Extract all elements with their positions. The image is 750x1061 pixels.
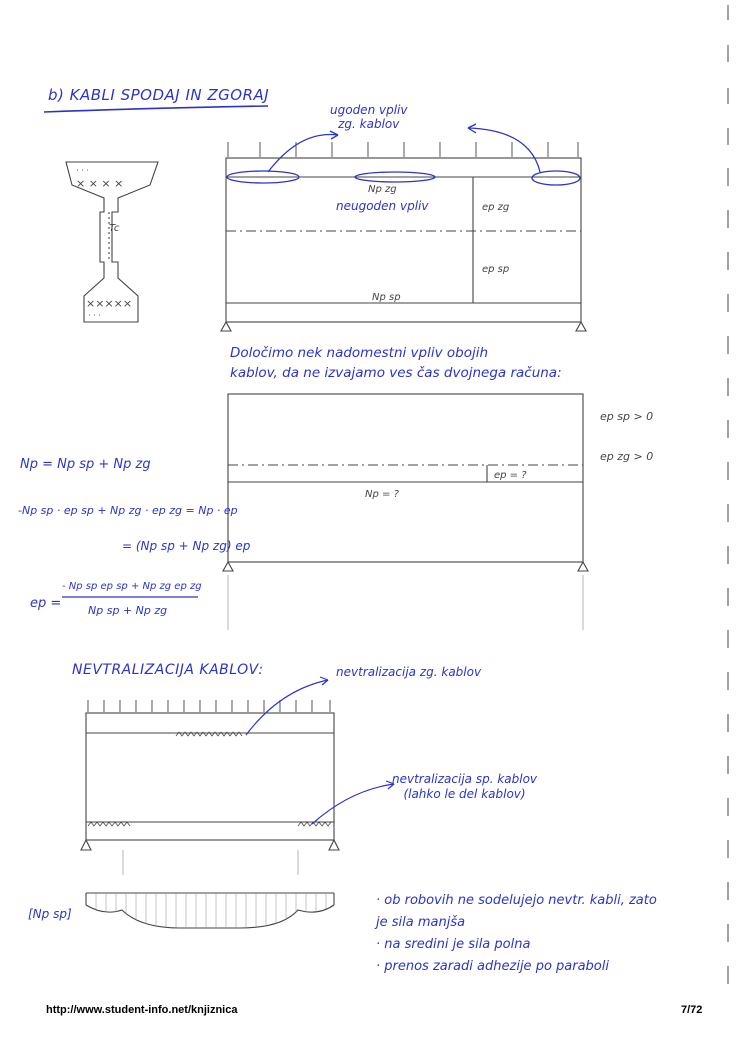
equation-3: = (Np sp + Np zg) ep bbox=[122, 539, 251, 553]
equation-4-numerator: - Np sp ep sp + Np zg ep zg bbox=[62, 581, 202, 592]
note-item: · ob robovih ne sodelujejo nevtr. kabli, zato bbox=[376, 893, 657, 908]
neutralization-beam bbox=[81, 700, 339, 875]
top-beam bbox=[221, 142, 586, 331]
statement-line-2: kablov, da ne izvajamo ves čas dvojnega računa: bbox=[230, 365, 562, 381]
favorable-effect-note bbox=[330, 103, 407, 131]
diagram-label: [Np sp] bbox=[28, 907, 72, 921]
force-zg-label: Np zg bbox=[368, 184, 397, 195]
svg-text:· · ·: · · · bbox=[76, 166, 89, 175]
svg-text:×××××: ××××× bbox=[86, 297, 133, 310]
neutralization-sp-line-1: nevtralizacija sp. kablov bbox=[392, 772, 538, 786]
svg-text:× × × ×: × × × × bbox=[76, 177, 124, 190]
favorable-line-1: ugoden vpliv bbox=[330, 103, 408, 117]
np-sp-diagram bbox=[86, 893, 334, 928]
middle-force-label: Np = ? bbox=[365, 489, 399, 500]
title-underline bbox=[44, 106, 268, 112]
equation-4-denominator: Np sp + Np zg bbox=[88, 604, 168, 617]
i-section-drawing bbox=[66, 162, 158, 322]
force-sp-label: Np sp bbox=[372, 292, 401, 303]
neutralization-arrows bbox=[246, 677, 394, 824]
footer-url-link[interactable]: http://www.student-info.net/knjiznica bbox=[46, 1004, 238, 1016]
note-item: · prenos zaradi adhezije po paraboli bbox=[376, 959, 609, 974]
equation-2: -Np sp · ep sp + Np zg · ep zg = Np · ep bbox=[18, 504, 238, 517]
equivalent-effect-statement bbox=[230, 343, 562, 383]
ecc-zg-label: ep zg bbox=[482, 202, 510, 213]
cond-zg-label: ep zg > 0 bbox=[600, 450, 654, 463]
note-item: · na sredini je sila polna bbox=[376, 937, 531, 952]
unfavorable-effect-note: neugoden vpliv bbox=[336, 199, 429, 213]
svg-text:· · ·: · · · bbox=[88, 311, 101, 320]
neutralization-zg-label: nevtralizacija zg. kablov bbox=[336, 665, 482, 679]
favorable-zones bbox=[227, 124, 580, 185]
cond-sp-label: ep sp > 0 bbox=[600, 410, 654, 423]
page-number: 7/72 bbox=[681, 1004, 703, 1016]
section-title: b) KABLI SPODAJ IN ZGORAJ bbox=[48, 86, 270, 104]
equation-1: Np = Np sp + Np zg bbox=[20, 457, 151, 472]
equation-4-lhs: ep = bbox=[30, 596, 62, 611]
neutralization-sp-line-2: (lahko le del kablov) bbox=[403, 787, 526, 801]
middle-beam bbox=[223, 394, 588, 630]
note-item: je sila manjša bbox=[376, 915, 466, 930]
middle-ecc-label: ep = ? bbox=[494, 470, 527, 481]
favorable-line-2: zg. kablov bbox=[338, 117, 400, 131]
section-centroid-label: Tc bbox=[109, 223, 120, 234]
neutralization-title: NEVTRALIZACIJA KABLOV: bbox=[72, 662, 264, 678]
statement-line-1: Določimo nek nadomestni vpliv obojih bbox=[230, 345, 489, 361]
neutralization-sp-label bbox=[392, 772, 537, 802]
notes-list bbox=[376, 890, 657, 978]
ecc-sp-label: ep sp bbox=[482, 264, 510, 275]
